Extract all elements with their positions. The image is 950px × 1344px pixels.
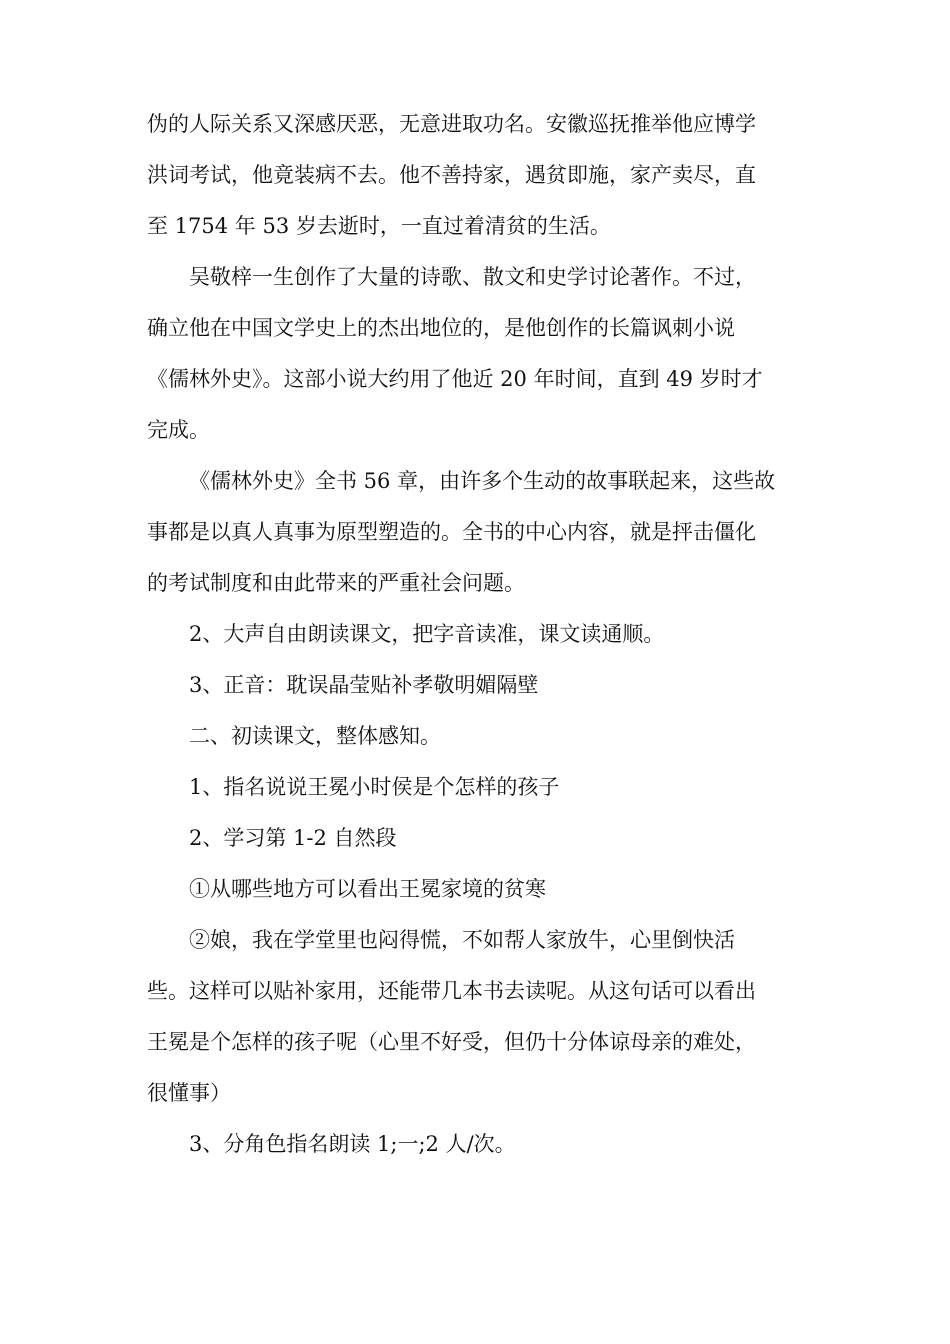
text-line: 《儒林外史》。这部小说大约用了他近 20 年时间，直到 49 岁时才 [147, 367, 763, 391]
paragraph [147, 877, 807, 902]
text-line: 《儒林外史》全书 56 章，由许多个生动的故事联起来，这些故 [189, 469, 776, 493]
text-line: 1、指名说说王冕小时侯是个怎样的孩子 [189, 775, 560, 799]
text-line: 2、大声自由朗读课文，把字音读准，课文读通顺。 [189, 622, 665, 646]
paragraph [147, 265, 807, 443]
paragraph [147, 826, 807, 851]
paragraph [147, 469, 807, 596]
text-line: ②娘，我在学堂里也闷得慌，不如帮人家放牛，心里倒快活 [189, 928, 735, 952]
paragraph [147, 622, 807, 647]
document-body [147, 112, 807, 1183]
text-line: 洪词考试，他竟装病不去。他不善持家，遇贫即施，家产卖尽，直 [147, 163, 756, 187]
paragraph [147, 673, 807, 698]
text-line: 伪的人际关系又深感厌恶，无意进取功名。安徽巡抚推举他应博学 [147, 112, 756, 136]
text-line: 完成。 [147, 418, 210, 442]
text-line: 的考试制度和由此带来的严重社会问题。 [147, 571, 525, 595]
text-line: 很懂事） [147, 1081, 231, 1105]
paragraph [147, 1132, 807, 1157]
text-line: 二、初读课文，整体感知。 [189, 724, 441, 748]
paragraph [147, 112, 807, 239]
text-line: 王冕是个怎样的孩子呢（心里不好受，但仍十分体谅母亲的难处， [147, 1030, 756, 1054]
text-line: 2、学习第 1-2 自然段 [189, 826, 397, 850]
text-line: 至 1754 年 53 岁去逝时，一直过着清贫的生活。 [147, 214, 611, 238]
paragraph [147, 928, 807, 1106]
paragraph [147, 775, 807, 800]
text-line: ①从哪些地方可以看出王冕家境的贫寒 [189, 877, 546, 901]
text-line: 3、分角色指名朗读 1;一;2 人/次。 [189, 1132, 516, 1156]
text-line: 3、正音：耽误晶莹贴补孝敬明媚隔壁 [189, 673, 539, 697]
paragraph [147, 724, 807, 749]
text-line: 确立他在中国文学史上的杰出地位的，是他创作的长篇讽刺小说 [147, 316, 735, 340]
text-line: 事都是以真人真事为原型塑造的。全书的中心内容，就是抨击僵化 [147, 520, 756, 544]
text-line: 吴敬梓一生创作了大量的诗歌、散文和史学讨论著作。不过， [189, 265, 756, 289]
text-line: 些。这样可以贴补家用，还能带几本书去读呢。从这句话可以看出 [147, 979, 756, 1003]
